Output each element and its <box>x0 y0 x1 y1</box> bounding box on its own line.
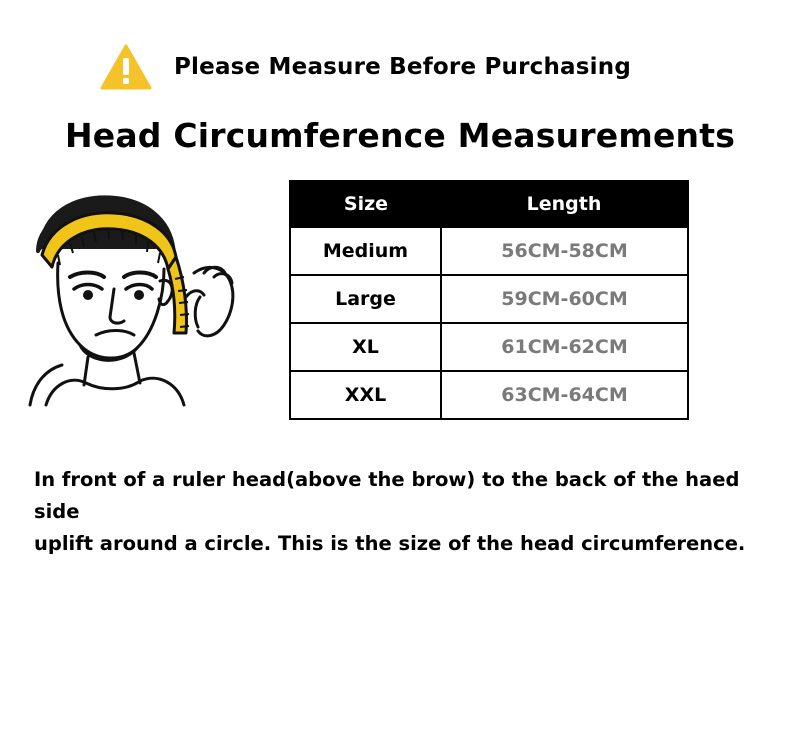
table-row <box>291 323 687 371</box>
cell-length: 56CM-58CM <box>441 227 687 275</box>
head-measuring-tape-illustration <box>18 177 283 407</box>
cell-size: XL <box>291 323 441 371</box>
cell-length: 59CM-60CM <box>441 275 687 323</box>
warning-triangle-icon <box>100 44 152 90</box>
cell-length: 61CM-62CM <box>441 323 687 371</box>
instruction-note <box>34 464 766 561</box>
table-header-row <box>291 182 687 227</box>
cell-size: Medium <box>291 227 441 275</box>
table-row <box>291 227 687 275</box>
instruction-line-1: In front of a ruler head(above the brow) to the back of the haed side <box>34 468 740 524</box>
content-area <box>0 177 800 420</box>
table-row <box>291 371 687 418</box>
warning-header <box>0 44 800 90</box>
column-header-size: Size <box>291 182 441 227</box>
instruction-line-2: uplift around a circle. This is the size of the head circumference. <box>34 532 746 556</box>
warning-text: Please Measure Before Purchasing <box>174 54 631 80</box>
table-row <box>291 275 687 323</box>
cell-size: Large <box>291 275 441 323</box>
column-header-length: Length <box>441 182 687 227</box>
size-table <box>289 180 689 420</box>
page-title: Head Circumference Measurements <box>64 116 736 155</box>
cell-size: XXL <box>291 371 441 418</box>
cell-length: 63CM-64CM <box>441 371 687 418</box>
